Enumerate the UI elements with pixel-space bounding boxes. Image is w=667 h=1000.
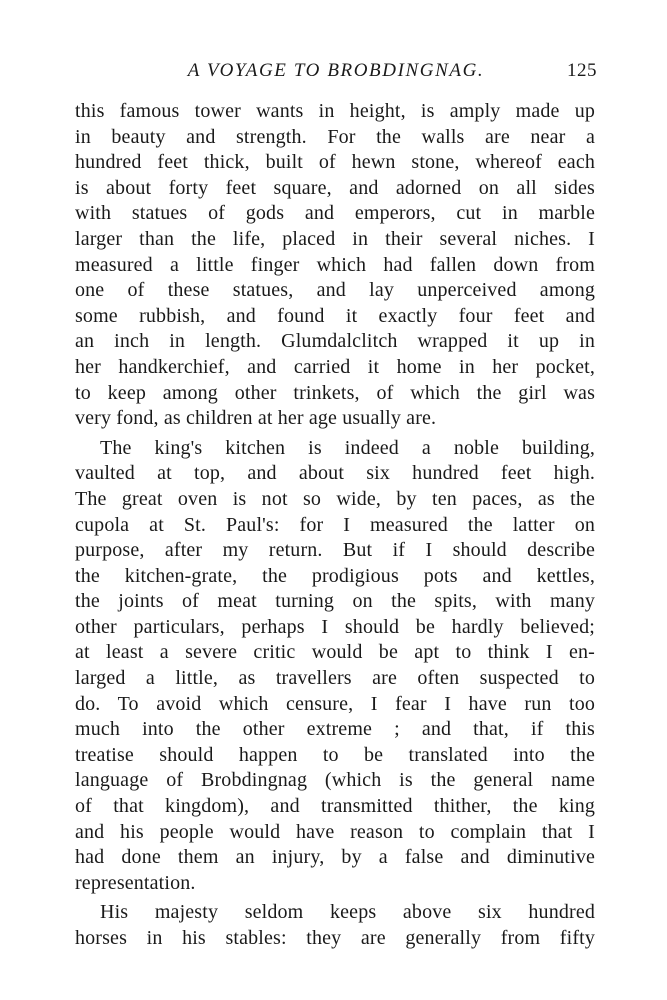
- text-line: horses in his stables: they are generally from fifty: [75, 927, 595, 949]
- text-line: had done them an injury, by a false and diminutive: [75, 846, 595, 869]
- text-line: of that kingdom), and transmitted thither, the king: [75, 795, 595, 818]
- text-line: with statues of gods and emperors, cut in marble: [75, 202, 595, 225]
- text-line: larged a little, as travellers are often suspected to: [75, 667, 595, 690]
- text-line: and his people would have reason to complain that I: [75, 820, 595, 843]
- text-line: her handkerchief, and carried it home in her pocket,: [75, 355, 595, 378]
- text-line: an inch in length. Glumdalclitch wrapped it up in: [75, 330, 595, 353]
- text-line: this famous tower wants in height, is amply made up: [75, 100, 595, 122]
- text-line: the kitchen-grate, the prodigious pots and kettles,: [75, 564, 595, 587]
- text-line: His majesty seldom keeps above six hundred: [100, 901, 595, 924]
- text-line: is about forty feet square, and adorned on all sides: [75, 176, 595, 199]
- text-line: in beauty and strength. For the walls are near a: [75, 125, 595, 148]
- paragraph-1: [75, 99, 595, 432]
- text-line: hundred feet thick, built of hewn stone, whereof each: [75, 151, 595, 174]
- text-line: one of these statues, and lay unperceived among: [75, 279, 595, 302]
- paragraph-3: [75, 900, 595, 951]
- text-line: to keep among other trinkets, of which the girl was: [75, 381, 595, 404]
- text-line: language of Brobdingnag (which is the general name: [75, 769, 595, 792]
- body-text: [75, 99, 595, 952]
- text-line: the joints of meat turning on the spits, with many: [75, 590, 595, 613]
- text-line: very fond, as children at her age usually are.: [75, 407, 437, 430]
- text-line: much into the other extreme ; and that, if this: [75, 718, 595, 741]
- text-line: measured a little finger which had fallen down from: [75, 253, 595, 276]
- text-line: purpose, after my return. But if I should describe: [75, 539, 595, 562]
- page-number: 125: [567, 60, 597, 81]
- text-line: some rubbish, and found it exactly four feet and: [75, 304, 595, 327]
- running-head: [75, 60, 597, 86]
- text-line: cupola at St. Paul's: for I measured the latter on: [75, 513, 595, 536]
- text-line: treatise should happen to be translated into the: [75, 743, 595, 766]
- text-line: at least a severe critic would be apt to think I en-: [75, 641, 595, 664]
- text-line: do. To avoid which censure, I fear I have run too: [75, 692, 595, 715]
- text-line: The king's kitchen is indeed a noble building,: [100, 436, 595, 459]
- paragraph-2: [75, 436, 595, 897]
- running-title: A VOYAGE TO BROBDINGNAG.: [187, 60, 485, 81]
- text-line: vaulted at top, and about six hundred feet high.: [75, 462, 595, 485]
- text-line: The great oven is not so wide, by ten paces, as the: [75, 487, 595, 510]
- text-line: representation.: [75, 871, 196, 894]
- text-line: larger than the life, placed in their several niches. I: [75, 227, 595, 250]
- text-line: other particulars, perhaps I should be hardly believed;: [75, 615, 595, 638]
